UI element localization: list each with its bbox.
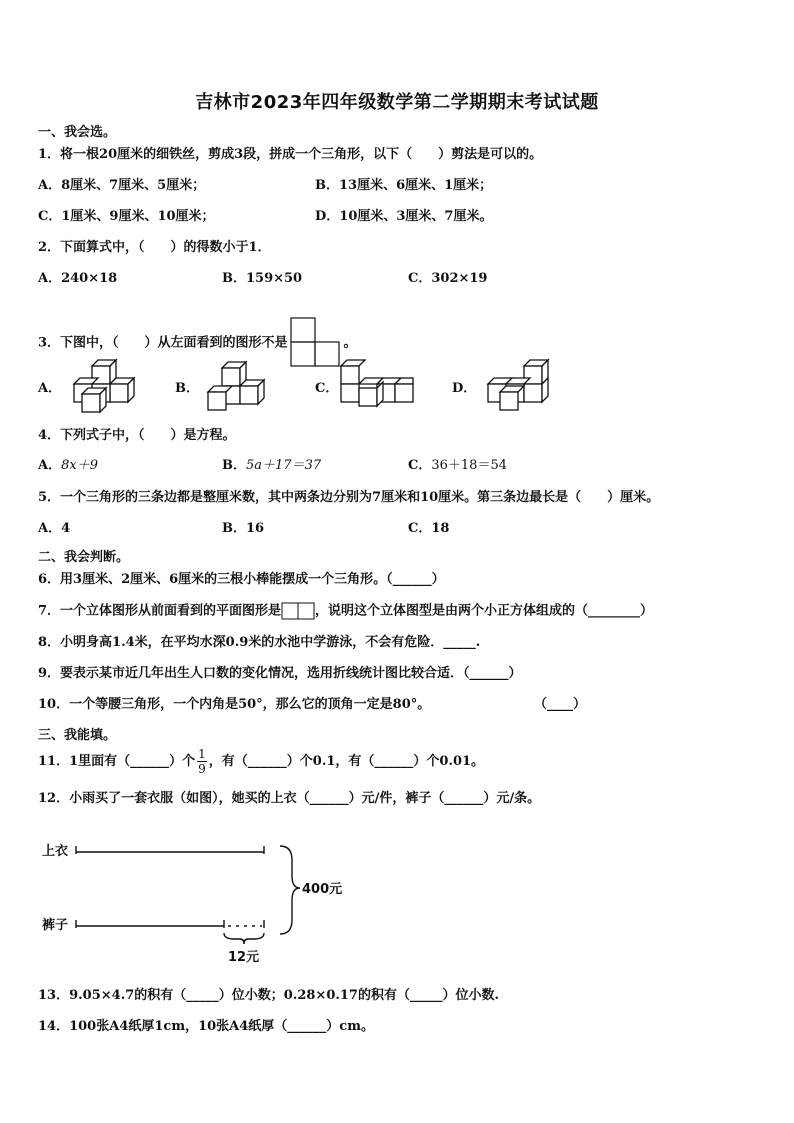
q3-cubes-figure-b xyxy=(202,358,282,416)
q4-option-b-label: B． xyxy=(222,458,246,473)
q4-option-a-label: A． xyxy=(38,458,62,473)
question-7-text xyxy=(38,602,653,621)
q1-option-a: A．8厘米、7厘米、5厘米； xyxy=(38,178,206,193)
question-14-text: 14．100张A4纸厚1cm，10张A4纸厚（______）cm。 xyxy=(38,1019,374,1034)
q1-option-d: D．10厘米、3厘米、7厘米。 xyxy=(315,209,493,224)
q3-left-view-figure xyxy=(290,317,342,369)
q5-option-b: B．16 xyxy=(222,521,265,536)
q11-fraction xyxy=(197,747,207,776)
q3-cubes-figure-d xyxy=(478,356,560,416)
question-10-text: 10．一个等腰三角形，一个内角是50°，那么它的顶角一定是80°。 xyxy=(38,697,431,712)
q11-text-after: ，有（______）个0.1，有（______）个0.01。 xyxy=(208,754,485,769)
q11-fraction-numerator: 1 xyxy=(198,747,206,761)
question-12-text: 12．小雨买了一套衣服（如图），她买的上衣（______）元/件，裤子（______）元/条。 xyxy=(38,791,541,806)
q1-option-b: B．13厘米、6厘米、1厘米； xyxy=(315,178,493,193)
q7-text-after: ，说明这个立体图型是由两个小正方体组成的（________） xyxy=(315,603,654,619)
section-heading-1: 一、我会选。 xyxy=(38,125,117,140)
question-2-text: 2．下面算式中，（ ）的得数小于1． xyxy=(38,240,271,255)
q1-option-c: C．1厘米、9厘米、10厘米； xyxy=(38,209,215,224)
q12-label-bottom: 裤子 xyxy=(42,918,69,933)
q4-option-b xyxy=(222,457,321,475)
q4-option-b-expr: 5a＋17＝37 xyxy=(246,458,322,473)
q2-option-b: B．159×50 xyxy=(222,271,303,286)
q11-text-before: 11．1里面有（______）个 xyxy=(38,754,196,769)
question-6-text: 6．用3厘米、2厘米、6厘米的三根小棒能摆成一个三角形。（______） xyxy=(38,572,445,587)
q4-option-c-label: C． xyxy=(408,458,432,473)
q3-text-before: 3．下图中，（ ）从左面看到的图形不是 xyxy=(38,335,288,351)
question-8-text: 8．小明身高1.4米，在平均水深0.9米的水池中学游泳，不会有危险．_____. xyxy=(38,635,481,650)
q10-answer-blank: （____） xyxy=(534,697,587,712)
question-5-text: 5．一个三角形的三条边都是整厘米数，其中两条边分别为7厘米和10厘米。第三条边最长是（ ）厘米。 xyxy=(38,490,660,505)
q12-line-segment-diagram xyxy=(38,830,358,970)
q3-option-b: B． xyxy=(175,381,199,396)
q3-option-a: A． xyxy=(38,381,62,396)
question-11-text xyxy=(38,746,484,778)
q5-option-a: A．4 xyxy=(38,521,71,536)
q7-text-before: 7．一个立体图形从前面看到的平面图形是 xyxy=(38,603,282,619)
section-heading-2: 二、我会判断。 xyxy=(38,550,130,565)
q4-option-c xyxy=(408,457,507,475)
q4-option-a-expr: 8x＋9 xyxy=(61,458,98,473)
q12-difference-label: 12元 xyxy=(228,950,260,965)
question-13-text: 13．9.05×4.7的积有（_____）位小数；0.28×0.17的积有（_____）位小数. xyxy=(38,988,500,1003)
q11-fraction-denominator: 9 xyxy=(198,762,206,776)
q2-option-a: A．240×18 xyxy=(38,271,118,286)
q12-label-top: 上衣 xyxy=(42,844,69,859)
q3-text-after: 。 xyxy=(343,335,357,351)
q3-cubes-figure-a xyxy=(64,358,144,416)
q3-cubes-figure-c xyxy=(337,356,417,416)
page-title: 吉林市2023年四年级数学第二学期期末考试试题 xyxy=(195,92,599,113)
question-9-text: 9．要表示某市近几年出生人口数的变化情况，选用折线统计图比较合适．（______） xyxy=(38,666,522,681)
question-1-text: 1．将一根20厘米的细铁丝，剪成3段，拼成一个三角形，以下（ ）剪法是可以的。 xyxy=(38,147,543,162)
q12-total-label: 400元 xyxy=(302,882,343,897)
q3-option-c: C． xyxy=(315,381,339,396)
q7-two-squares-figure xyxy=(281,602,315,620)
question-4-text: 4．下列式子中，（ ）是方程。 xyxy=(38,428,236,443)
q4-option-a xyxy=(38,457,98,475)
q4-option-c-expr: 36＋18＝54 xyxy=(431,458,507,473)
section-heading-3: 三、我能填。 xyxy=(38,728,117,743)
q3-option-d: D． xyxy=(452,381,477,396)
q5-option-c: C．18 xyxy=(408,521,450,536)
q2-option-c: C．302×19 xyxy=(408,271,488,286)
